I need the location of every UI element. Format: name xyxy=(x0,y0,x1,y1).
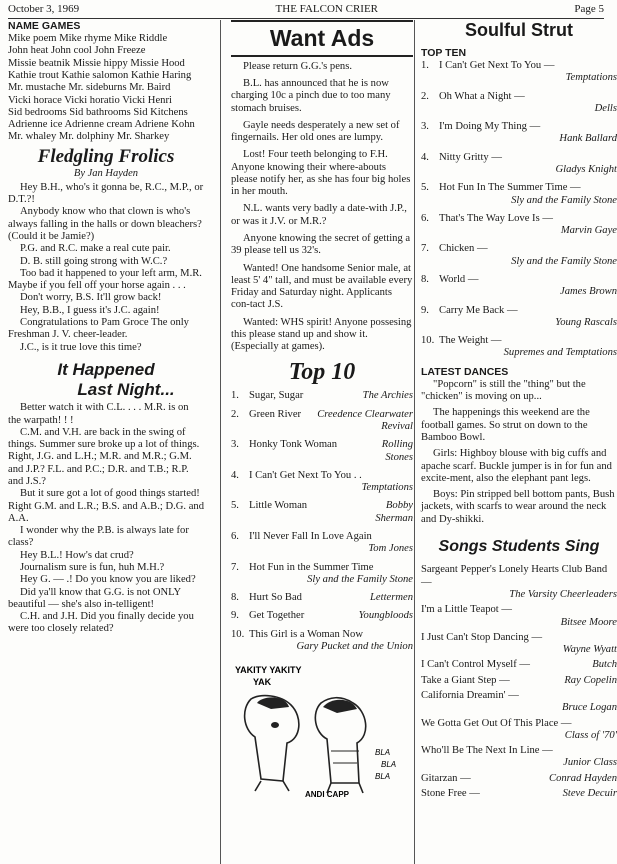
artist: Dells xyxy=(594,102,617,114)
song-title: The Weight — xyxy=(439,335,502,347)
top10-title: Top 10 xyxy=(288,358,356,385)
cartoon-caption-2: YAK xyxy=(253,677,272,688)
rank: 5. xyxy=(231,500,239,512)
rank: 2. xyxy=(421,90,429,102)
student-song xyxy=(421,564,617,601)
artist: Bruce Logan xyxy=(561,702,617,714)
rank: 10. xyxy=(231,628,245,640)
dances-paragraph: Girls: Highboy blouse with big cuffs and apache scarf. Buckle jumper is in for fun and excite-ment, also the elephant pant legs. xyxy=(421,448,612,484)
soul-item xyxy=(421,243,617,268)
student-song xyxy=(421,675,617,687)
fledgling-paragraph: Hey B.H., who's it gonna be, R.C., M.P., or D.T.?! xyxy=(8,181,204,206)
rank: 1. xyxy=(421,60,429,72)
soul-item xyxy=(421,60,617,85)
want-ads-title: Want Ads xyxy=(231,20,413,57)
song-title: Stone Free — xyxy=(421,787,480,799)
top10-item xyxy=(231,409,413,434)
want-ads-list xyxy=(231,61,413,354)
artist: Temptations xyxy=(361,482,413,494)
artist: Steve Decuir xyxy=(562,787,617,799)
top10-item xyxy=(231,629,413,654)
soulful-strut-title: Soulful Strut xyxy=(465,20,573,40)
want-ad: Wanted! One handsome Senior male, at least 5' 4" tall, and must be available every Friday and Saturday night. Applicants con-tact J.S. xyxy=(231,262,413,311)
want-ad: B.L. has announced that he is now charging 10c a pinch due to too many stomach bruises. xyxy=(231,77,391,114)
cartoon-caption-1: YAKITY YAKITY xyxy=(235,665,302,676)
top10-item xyxy=(231,610,413,622)
want-ad: Wanted: WHS spirit! Anyone possesing this please stand up and show it. (Especially at games). xyxy=(231,316,412,353)
fledgling-paragraph: Don't worry, B.S. It'll grow back! xyxy=(20,292,162,304)
fledgling-paragraph: Too bad it happened to your left arm, M.R. Maybe if you fell off your horse again . . . xyxy=(8,267,202,292)
song-title: Get Together xyxy=(249,610,305,622)
want-ad: Please return G.G.'s pens. xyxy=(243,60,352,72)
songs-students-list xyxy=(421,564,617,800)
want-ad: Gayle needs desperately a new set of fingernails. Her old ones are lumpy. xyxy=(231,119,400,144)
artist: Wayne Wyatt xyxy=(562,644,617,656)
want-ad: Lost! Four teeth belonging to F.H. Anyone knowing their where-abouts please notify her, as she has four big holes in her mouth. xyxy=(231,149,411,198)
song-title: Hot Fun in the Summer Time xyxy=(249,561,374,573)
fledgling-title: Fledgling Frolics xyxy=(37,145,175,167)
cartoon-signature: ANDI CAPP xyxy=(305,790,350,800)
column-left xyxy=(8,20,204,864)
top10-list xyxy=(231,390,413,653)
artist: Gladys Knight xyxy=(555,164,617,176)
it-happened-paragraph: C.H. and J.H. Did you finally decide you were too closely related? xyxy=(8,611,194,635)
name-games-line: Vicki horace Vicki horatio Vicki Henri xyxy=(8,94,172,106)
name-games-line: John heat John cool John Freeze xyxy=(8,45,146,57)
artist: Young Rascals xyxy=(555,316,617,328)
artist: The Archies xyxy=(362,390,413,402)
song-title: I Can't Control Myself — xyxy=(421,659,531,671)
song-title: Hurt So Bad xyxy=(249,592,302,604)
song-title: Oh What a Night — xyxy=(439,90,525,102)
top10-item xyxy=(231,592,413,604)
song-title: I Can't Get Next To You . . xyxy=(249,469,362,481)
rank: 10. xyxy=(421,335,435,347)
rank: 8. xyxy=(231,592,239,604)
rank: 5. xyxy=(421,182,429,194)
bla-text: BLA xyxy=(375,748,391,758)
artist: Supremes and Temptations xyxy=(503,347,617,359)
it-happened-title-1: It Happened xyxy=(57,359,155,379)
name-games-section xyxy=(8,20,204,144)
it-happened-paragraph: Hey G. — .! Do you know you are liked? xyxy=(20,574,196,586)
top10-item xyxy=(231,562,413,587)
song-title: Carry Me Back — xyxy=(439,304,518,316)
rank: 9. xyxy=(231,610,239,622)
student-song xyxy=(421,632,617,657)
song-title: I Can't Get Next To You — xyxy=(439,60,555,72)
song-title: Who'll Be The Next In Line — xyxy=(421,745,553,757)
latest-dances-heading: LATEST DANCES xyxy=(421,365,509,378)
name-games-line: Mr. whaley Mr. dolphiny Mr. Sharkey xyxy=(8,131,170,143)
top10-item xyxy=(231,390,413,402)
running-header xyxy=(8,3,604,19)
student-song xyxy=(421,659,617,671)
student-song xyxy=(421,773,617,785)
song-title: We Gotta Get Out Of This Place — xyxy=(421,717,572,729)
soul-item xyxy=(421,213,617,238)
dances-paragraph: The happenings this weekend are the football games. So strut on down to the Bamboo Bowl. xyxy=(421,407,590,443)
artist: James Brown xyxy=(560,286,617,298)
song-title: Take a Giant Step — xyxy=(421,674,510,686)
song-title: Little Woman xyxy=(249,500,308,512)
paper-name: THE FALCON CRIER xyxy=(275,3,378,15)
artist: Ray Copelin xyxy=(564,674,617,686)
page-number: Page 5 xyxy=(574,3,604,15)
song-title: Honky Tonk Woman xyxy=(249,439,338,451)
andi-capp-cartoon xyxy=(231,659,413,799)
rank: 6. xyxy=(421,212,429,224)
fledgling-frolics-section xyxy=(8,146,204,354)
artist: Marvin Gaye xyxy=(560,225,617,237)
fledgling-paragraph: J.C., is it true love this time? xyxy=(20,341,142,353)
top10-item xyxy=(231,470,413,495)
it-happened-paragraph: But it sure got a lot of good things started! Right G.M. and L.R.; B.S. and A.B.; D.G. and A.A. xyxy=(8,488,204,524)
fledgling-paragraph: Congratulations to Pam Groce The only Freshman J. V. cheer-leader. xyxy=(8,317,189,341)
latest-dances-text xyxy=(421,379,617,526)
rank: 4. xyxy=(421,151,429,163)
fledgling-byline: By Jan Hayden xyxy=(73,167,139,179)
rank: 7. xyxy=(231,561,239,573)
rank: 6. xyxy=(231,530,239,542)
artist: Gary Pucket and the Union xyxy=(296,640,413,652)
song-title: World — xyxy=(439,273,479,285)
artist: Sly and the Family Stone xyxy=(511,255,617,267)
artist: Tom Jones xyxy=(368,543,413,555)
soul-item xyxy=(421,121,617,146)
it-happened-paragraph: I wonder why the P.B. is always late for class? xyxy=(8,525,189,549)
student-song xyxy=(421,604,617,629)
song-title: I'm a Little Teapot — xyxy=(421,604,512,616)
issue-date: October 3, 1969 xyxy=(8,3,80,15)
name-games-heading: NAME GAMES xyxy=(8,20,81,32)
name-games-line: Kathie trout Kathie salomon Kathie Haring xyxy=(8,70,192,82)
it-happened-paragraph: Better watch it with C.L. . . . M.R. is on the warpath! ! ! xyxy=(8,402,189,426)
fledgling-paragraph: Hey, B.B., I guess it's J.C. again! xyxy=(20,304,160,316)
song-title: Sargeant Pepper's Lonely Hearts Club Band — xyxy=(421,564,608,588)
song-title: I Just Can't Stop Dancing — xyxy=(421,631,543,643)
artist: Temptations xyxy=(565,72,617,84)
it-happened-paragraph: C.M. and V.H. are back in the swing of things. Summer sure broke up a lot of things. Right, J.G. and L.H.; M.R. and M.R.; G.M. and J.P.? F.L. and P.C.; D.R. and T.B.; R.P. and J.S.? xyxy=(8,426,200,487)
artist: Butch xyxy=(592,659,617,671)
want-ad: N.L. wants very badly a date-with J.P., or was it J.V. or M.R.? xyxy=(231,203,407,227)
cartoon-drawing xyxy=(231,659,413,799)
student-song xyxy=(421,718,617,743)
artist: Bitsee Moore xyxy=(560,616,617,628)
column-right xyxy=(414,20,617,864)
bla-text: BLA xyxy=(381,760,397,770)
rank: 4. xyxy=(231,469,239,481)
fledgling-paragraph: D. B. still going strong with W.C.? xyxy=(20,255,168,267)
soul-top-ten-list xyxy=(421,60,617,360)
artist: The Varsity Cheerleaders xyxy=(509,589,617,601)
rank: 1. xyxy=(231,390,239,402)
soul-item xyxy=(421,182,617,207)
name-games-line: Mike poem Mike rhyme Mike Riddle xyxy=(8,33,168,45)
dances-paragraph: "Popcorn" is still the "thing" but the "chicken" is moving on up... xyxy=(421,378,586,403)
artist: Hank Ballard xyxy=(559,133,617,145)
rank: 3. xyxy=(231,439,239,451)
rank: 9. xyxy=(421,304,429,316)
artist: Youngbloods xyxy=(358,610,413,622)
song-title: I'm Doing My Thing — xyxy=(439,121,541,133)
top10-item xyxy=(231,439,413,464)
artist: Rolling Stones xyxy=(381,439,413,463)
song-title: Green River xyxy=(249,408,302,420)
artist: Lettermen xyxy=(370,592,413,604)
artist: Class of '70' xyxy=(564,729,617,741)
soul-item xyxy=(421,335,617,360)
student-song xyxy=(421,745,617,770)
it-happened-title-2: Last Night... xyxy=(77,379,175,399)
song-title: I'll Never Fall In Love Again xyxy=(249,530,372,542)
column-middle xyxy=(220,20,413,864)
song-title: Nitty Gritty — xyxy=(439,151,502,163)
it-happened-paragraph: Journalism sure is fun, huh M.H.? xyxy=(20,561,165,573)
soul-item xyxy=(421,91,617,116)
artist: Conrad Hayden xyxy=(549,772,617,784)
student-song xyxy=(421,690,617,715)
name-games-line: Mr. mustache Mr. sideburns Mr. Baird xyxy=(8,82,171,94)
name-games-line: Missie beatnik Missie hippy Missie Hood xyxy=(8,57,185,69)
song-title: This Girl is a Woman Now xyxy=(249,628,364,640)
song-title: Chicken — xyxy=(439,243,488,255)
songs-students-sing-title: Songs Students Sing xyxy=(438,537,600,555)
want-ad: Anyone knowing the secret of getting a 39 please tell us 32's. xyxy=(231,233,411,257)
top10-item xyxy=(231,500,413,525)
artist: Sly and the Family Stone xyxy=(307,573,413,585)
soul-item xyxy=(421,305,617,330)
rank: 3. xyxy=(421,121,429,133)
artist: Bobby Sherman xyxy=(375,500,413,524)
top10-item xyxy=(231,531,413,556)
song-title: That's The Way Love Is — xyxy=(439,212,553,224)
it-happened-section xyxy=(8,360,204,636)
rank: 8. xyxy=(421,273,429,285)
fledgling-paragraph: Anybody know who that clown is who's always falling in the halls or down bleachers? (Could it be Jamie?) xyxy=(8,206,202,243)
soul-item xyxy=(421,152,617,177)
fledgling-paragraph: P.G. and R.C. make a real cute pair. xyxy=(20,243,171,255)
it-happened-paragraph: Did ya'll know that G.G. is not ONLY beautiful — she's also in-telligent! xyxy=(8,586,181,610)
rank: 2. xyxy=(231,408,239,420)
song-title: California Dreamin' — xyxy=(421,690,519,702)
artist: Sly and the Family Stone xyxy=(511,194,617,206)
student-song xyxy=(421,788,617,800)
top-ten-heading: TOP TEN xyxy=(421,46,467,59)
song-title: Sugar, Sugar xyxy=(249,390,304,402)
name-games-line: Sid bedrooms Sid bathrooms Sid Kitchens xyxy=(8,106,188,118)
rank: 7. xyxy=(421,243,429,255)
artist: Creedence Clearwater Revival xyxy=(317,408,413,432)
dances-paragraph: Boys: Pin stripped bell bottom pants, Bush jackets, with scarfs to wear around the neck and Dy-shikki. xyxy=(421,489,615,525)
name-games-line: Adrienne ice Adrienne cream Adriene Kohn xyxy=(8,119,195,131)
song-title: Gitarzan — xyxy=(421,772,471,784)
bla-text: BLA xyxy=(375,772,391,782)
soul-item xyxy=(421,274,617,299)
it-happened-paragraph: Hey B.L.! How's dat crud? xyxy=(20,549,134,561)
artist: Junior Class xyxy=(563,757,617,769)
song-title: Hot Fun In The Summer Time — xyxy=(439,182,581,194)
